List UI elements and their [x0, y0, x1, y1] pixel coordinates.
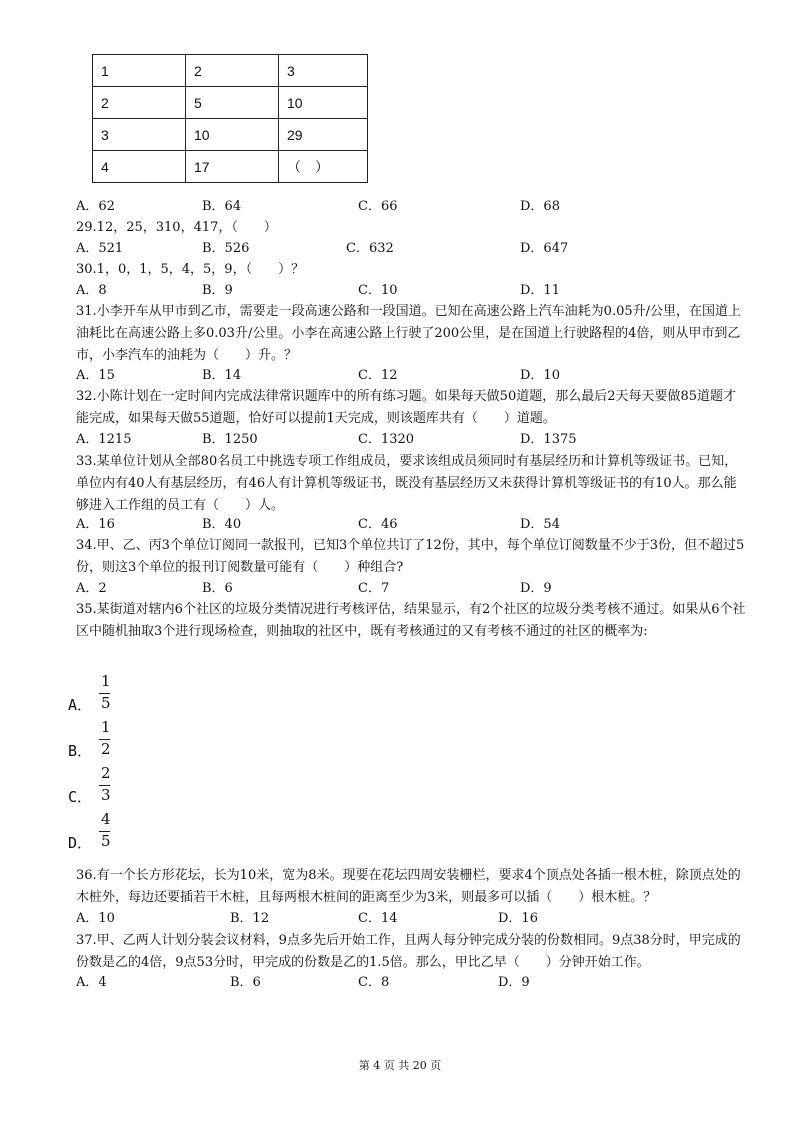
- table-row: [93, 55, 368, 87]
- q34-options: [76, 579, 636, 599]
- table-cell: 3: [279, 55, 368, 87]
- table-cell: 3: [93, 119, 186, 151]
- q34-option-c[interactable]: C．7: [358, 581, 390, 596]
- table-cell: 10: [279, 87, 368, 119]
- q30-text: 30.1，0，1，5，4，5，9，（ ）？: [76, 262, 305, 277]
- q35-option-c[interactable]: [68, 764, 148, 810]
- option-label: C．: [68, 788, 93, 806]
- q33-option-c[interactable]: C．46: [358, 517, 398, 532]
- q28-options: [76, 197, 636, 217]
- q33-options: [76, 515, 636, 535]
- q31-text: 31.小李开车从甲市到乙市，需要走一段高速公路和一段国道。已知在高速公路上汽车油耗为0.05升/公里，在国道上油耗比在高速公路上多0.03升/公里。小李在高速公路上行驶了200公里，是在国道上行驶路程的4倍，则从甲市到乙市，小李汽车的油耗为（ ）升。？: [76, 304, 742, 363]
- q34-option-d[interactable]: D．9: [520, 581, 552, 596]
- q29-option-a[interactable]: A．521: [76, 241, 124, 256]
- table-cell: 10: [186, 119, 279, 151]
- table-cell: 5: [186, 87, 279, 119]
- table-row: [93, 87, 368, 119]
- q37-option-c[interactable]: C．8: [358, 975, 390, 990]
- table-cell: 1: [93, 55, 186, 87]
- q36-options: [76, 909, 636, 929]
- fraction-denominator: 3: [101, 786, 111, 804]
- q35-option-a[interactable]: [68, 672, 148, 718]
- q36-option-c[interactable]: C．14: [358, 911, 398, 926]
- q28-option-d[interactable]: D．68: [520, 199, 560, 214]
- q37-option-b[interactable]: B．6: [230, 975, 261, 990]
- q34-option-a[interactable]: A．2: [76, 581, 107, 596]
- q37-option-a[interactable]: A．4: [76, 975, 107, 990]
- q33-option-b[interactable]: B．40: [202, 517, 242, 532]
- q30-option-d[interactable]: D．11: [520, 283, 560, 298]
- q31-option-a[interactable]: A．15: [76, 368, 115, 383]
- q30-options: [76, 281, 636, 301]
- number-table: [92, 54, 368, 183]
- q34-text: 34.甲、乙、丙3个单位订阅同一款报刊，已知3个单位共订了12份，其中，每个单位订阅数量不少于3份，但不超过5份，则这3个单位的报刊订阅数量可能有（ ）种组合?: [76, 538, 745, 575]
- q29-options: [76, 239, 636, 259]
- table-cell: 17: [186, 151, 279, 183]
- table-row: [93, 151, 368, 183]
- q32-option-b[interactable]: B．1250: [202, 432, 258, 447]
- q35-text: 35.某街道对辖内6个社区的垃圾分类情况进行考核评估，结果显示，有2个社区的垃圾分类考核不通过。如果从6个社区中随机抽取3个进行现场检查，则抽取的社区中，既有考核通过的又有考核不通过的社区的概率为:: [76, 602, 746, 639]
- q31-options: [76, 366, 636, 386]
- table-cell: 2: [93, 87, 186, 119]
- q29-option-b[interactable]: B．526: [202, 241, 250, 256]
- fraction-numerator: 1: [101, 672, 111, 690]
- table-cell: 2: [186, 55, 279, 87]
- q35-option-d[interactable]: [68, 810, 148, 856]
- fraction-denominator: 5: [101, 694, 111, 712]
- q33-text: 33.某单位计划从全部80名员工中挑选专项工作组成员，要求该组成员须同时有基层经历和计算机等级证书。已知，单位内有40人有基层经历，有46人有计算机等级证书，既没有基层经历又未获得计算机等级证书的有10人。那么能够进入工作组的员工有（ ）人。: [76, 454, 738, 513]
- q32-option-d[interactable]: D．1375: [520, 432, 577, 447]
- q32-options: [76, 430, 636, 450]
- table-row: [93, 119, 368, 151]
- q32-option-c[interactable]: C．1320: [358, 432, 415, 447]
- fraction-numerator: 4: [101, 810, 111, 828]
- q36-text: 36.有一个长方形花坛，长为10米，宽为8米。现要在花坛四周安装栅栏，要求4个顶点处各插一根木桩，除顶点处的木桩外，每边还要插若干木桩，且每两根木桩间的距离至少为3米，则最多可以插（ ）根木桩。？: [76, 868, 741, 905]
- q28-option-c[interactable]: C．66: [358, 199, 398, 214]
- q31-option-b[interactable]: B．14: [202, 368, 242, 383]
- q30-option-b[interactable]: B．9: [202, 283, 233, 298]
- fraction-denominator: 2: [101, 740, 111, 758]
- q31-option-d[interactable]: D．10: [520, 368, 560, 383]
- q29-option-d[interactable]: D．647: [520, 241, 569, 256]
- q29-text: 29.12，25，310，417，（ ）: [76, 220, 277, 235]
- table-cell: 4: [93, 151, 186, 183]
- q28-option-a[interactable]: A．62: [76, 199, 115, 214]
- fraction-numerator: 1: [101, 718, 111, 736]
- q35-option-b[interactable]: [68, 718, 148, 764]
- q36-option-a[interactable]: A．10: [76, 911, 115, 926]
- q32-text: 32.小陈计划在一定时间内完成法律常识题库中的所有练习题。如果每天做50道题，那么最后2天每天要做85道题才能完成，如果每天做55道题，恰好可以提前1天完成，则该题库共有（ ）道题。: [76, 389, 737, 426]
- q31-option-c[interactable]: C．12: [358, 368, 398, 383]
- q37-option-d[interactable]: D．9: [498, 975, 530, 990]
- table-cell: 29: [279, 119, 368, 151]
- q33-option-a[interactable]: A．16: [76, 517, 115, 532]
- fraction-denominator: 5: [101, 832, 111, 850]
- q30-option-c[interactable]: C．10: [358, 283, 398, 298]
- fraction-numerator: 2: [101, 764, 111, 782]
- q30-option-a[interactable]: A．8: [76, 283, 107, 298]
- q29-option-c[interactable]: C．632: [346, 241, 394, 256]
- q37-text: 37.甲、乙两人计划分装会议材料，9点多先后开始工作，且两人每分钟完成分装的份数相同。9点38分时，甲完成的份数是乙的4倍，9点53分时，甲完成的份数是乙的1.5倍。那么，甲比乙早（ ）分钟开始工作。: [76, 933, 741, 970]
- q28-option-b[interactable]: B．64: [202, 199, 242, 214]
- page-footer: 第 4 页 共 20 页: [358, 1059, 442, 1072]
- q32-option-a[interactable]: A．1215: [76, 432, 132, 447]
- q36-option-b[interactable]: B．12: [230, 911, 270, 926]
- table-cell: （ ）: [279, 151, 368, 183]
- option-label: D．: [68, 834, 93, 852]
- q36-option-d[interactable]: D．16: [498, 911, 538, 926]
- q34-option-b[interactable]: B．6: [202, 581, 233, 596]
- option-label: B．: [68, 742, 93, 760]
- q33-option-d[interactable]: D．54: [520, 517, 560, 532]
- option-label: A．: [68, 696, 93, 714]
- q37-options: [76, 973, 636, 993]
